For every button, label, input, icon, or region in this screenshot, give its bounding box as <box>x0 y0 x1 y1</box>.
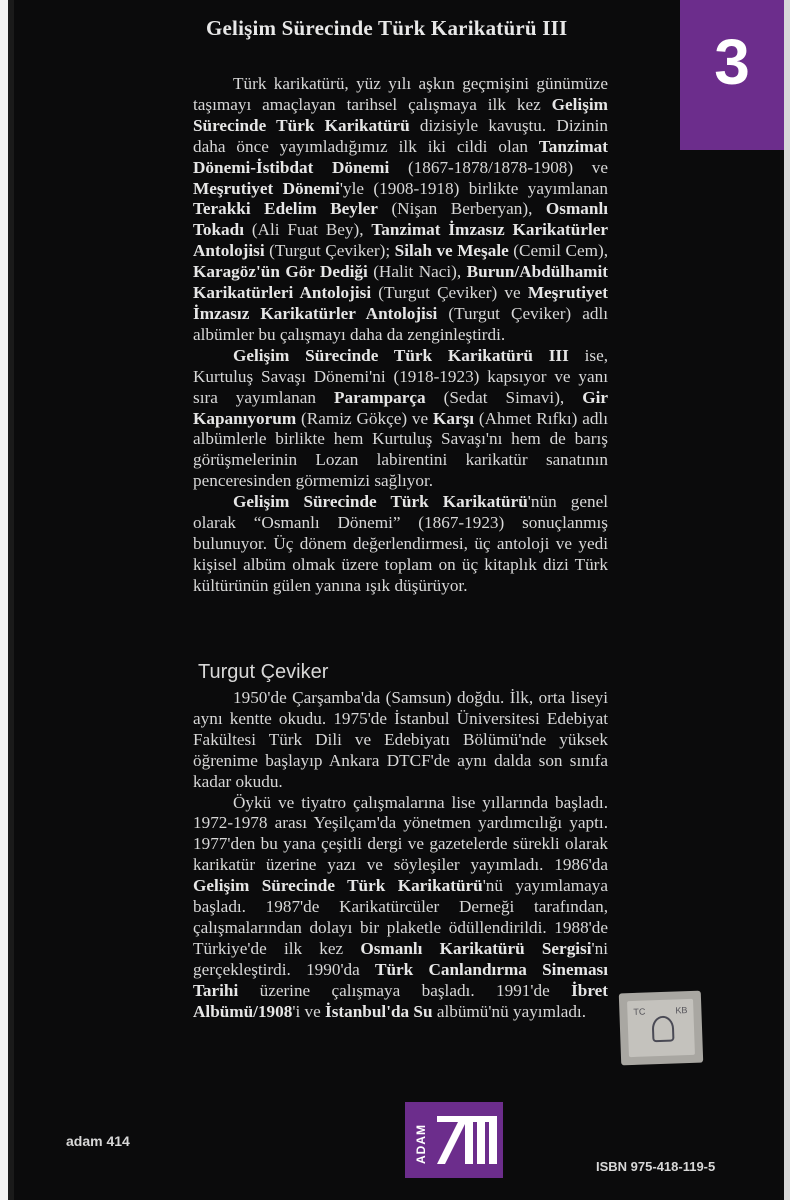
book-title: Gelişim Sürecinde Türk Karikatürü III <box>206 16 568 40</box>
sticker-label-left: TC <box>633 1006 646 1017</box>
ministry-hologram-sticker <box>619 991 703 1066</box>
publisher-logo <box>405 1102 503 1178</box>
publisher-logo-wordmark <box>413 1112 429 1168</box>
intro-text <box>193 74 608 597</box>
sticker-label-right: KB <box>675 1005 688 1016</box>
intro-paragraph-2: Gelişim Sürecinde Türk Karikatürü III ise, Kurtuluş Savaşı Dönemi'ni (1918-1923) kapsıyor ve yanı sıra yayımlanan Paramparça (Sedat Simavi), Gir Kapanıyorum (Ramiz Gökçe) ve Karşı (Ahmet Rıfkı) adlı albümlerle birlikte hem Kurtuluş Savaşı'nı hem de barış görüşmelerinin Lozan labirentini karikatür sanatının penceresinden görmemizi sağlıyor. <box>193 345 609 491</box>
intro-paragraph-3: Gelişim Sürecinde Türk Karikatürü'nün genel olarak “Osmanlı Dönemi” (1867-1923) sonuçlanmış bulunuyor. Üç dönem değerlendirmesi, üç antoloji ve yedi kişisel albüm olmak üzere toplam on üç kitaplık dizi Türk kültürünün gülen yanına ışık düşürüyor. <box>193 492 608 595</box>
volume-number: 3 <box>714 26 750 98</box>
emblem-icon <box>652 1016 675 1043</box>
svg-text:ADAM: ADAM <box>414 1124 428 1164</box>
author-bio-paragraph-1: 1950'de Çarşamba'da (Samsun) doğdu. İlk, orta liseyi aynı kentte okudu. 1975'de İstanbul Üniversitesi Edebiyat Fakültesi Türk Dili ve Edebiyatı Bölümü'nde yüksek öğrenime başlayıp Ankara DTCF'de aynı dalda son sınıfa kadar okudu. <box>193 688 608 791</box>
page-edge-shadow <box>8 0 14 1200</box>
author-bio <box>193 688 608 1023</box>
author-name: Turgut Çeviker <box>198 661 329 683</box>
right-page-edge <box>784 0 790 1200</box>
isbn-number: ISBN 975-418-119-5 <box>596 1159 716 1174</box>
series-number: adam 414 <box>66 1133 130 1149</box>
page-edge <box>0 0 8 1200</box>
sticker-face <box>627 999 695 1057</box>
author-bio-paragraph-2: Öykü ve tiyatro çalışmalarına lise yıllarında başladı. 1972-1978 arası Yeşilçam'da yönetmen yardımcılığı yaptı. 1977'den bu yana çeşitli dergi ve gazetelerde sürekli olarak karikatür üzerine yazı ve söyleşiler yayımladı. 1986'da Gelişim Sürecinde Türk Karikatürü'nü yayımlamaya başladı. 1987'de Karikatürcüler Derneği tarafından, çalışmalarından dolayı bir plaketle ödüllendirildi. 1988'de Türkiye'de ilk kez Osmanlı Karikatürü Sergisi'ni gerçekleştirdi. 1990'da Türk Canlandırma Sineması Tarihi üzerine çalışmaya başladı. 1991'de İbret Albümü/1908'i ve İstanbul'da Su albümü'nü yayımladı. <box>193 792 608 1021</box>
publisher-logo-mark-icon <box>435 1114 497 1166</box>
intro-paragraph-1: Türk karikatürü, yüz yılı aşkın geçmişini günümüze taşımayı amaçlayan tarihsel çalışmaya ilk kez Gelişim Sürecinde Türk Karikatürü dizisiyle kavuştu. Dizinin daha önce yayımladığımız ilk iki cildi olan Tanzimat Dönemi-İstibdat Dönemi (1867-1878/1878-1908) ve Meşrutiyet Dönemi'yle (1908-1918) birlikte yayımlanan Terakki Edelim Beyler (Nişan Berberyan), Osmanlı Tokadı (Ali Fuat Bey), Tanzimat İmzasız Karikatürler Antolojisi (Turgut Çeviker); Silah ve Meşale (Cemil Cem), Karagöz'ün Gör Dediği (Halit Naci), Burun/Abdülhamit Karikatürleri Antolojisi (Turgut Çeviker) ve Meşrutiyet İmzasız Karikatürler Antolojisi (Turgut Çeviker) adlı albümler bu çalışmayı daha da zenginleştirdi. <box>193 74 609 344</box>
